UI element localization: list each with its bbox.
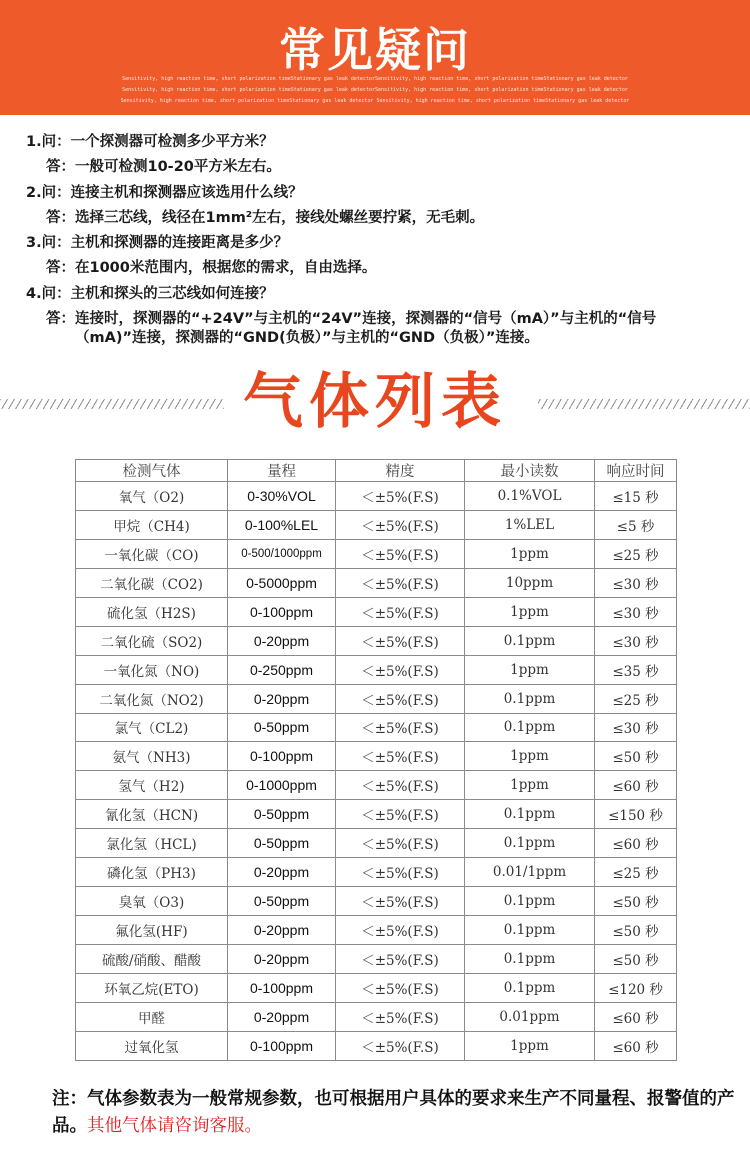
min-reading-cell: 0.01/1ppm (465, 858, 595, 887)
range-cell: 0-100ppm (228, 742, 336, 771)
table-header-row (76, 460, 677, 482)
faq-answer: 答：在1000米范围内，根据您的需求，自由选择。 (46, 260, 377, 277)
column-header: 量程 (228, 460, 336, 482)
accuracy-cell: ＜±5%(F.S) (336, 887, 465, 916)
gas-name-cell: 甲醛 (76, 1002, 228, 1031)
accuracy-cell: ＜±5%(F.S) (336, 626, 465, 655)
response-time-cell: ≤15 秒 (595, 482, 677, 511)
response-time-cell: ≤25 秒 (595, 684, 677, 713)
faq-section (26, 130, 736, 348)
table-row (76, 539, 677, 568)
banner-subtitle: Sensitivity, high reaction time, short polarization timeStationary gas leak detectorSensitivity, high reaction time, short polarization timeStationary gas leak detector (122, 76, 628, 82)
min-reading-cell: 0.1ppm (465, 800, 595, 829)
decorative-hatch-right (538, 399, 750, 409)
table-row (76, 510, 677, 539)
table-row (76, 1031, 677, 1060)
response-time-cell: ≤35 秒 (595, 655, 677, 684)
response-time-cell: ≤50 秒 (595, 887, 677, 916)
table-row (76, 684, 677, 713)
response-time-cell: ≤60 秒 (595, 829, 677, 858)
accuracy-cell: ＜±5%(F.S) (336, 597, 465, 626)
faq-answer: 答：一般可检测10-20平方米左右。 (46, 159, 281, 176)
range-cell: 0-100%LEL (228, 510, 336, 539)
gas-name-cell: 过氧化氢 (76, 1031, 228, 1060)
range-cell: 0-20ppm (228, 916, 336, 945)
min-reading-cell: 0.1%VOL (465, 482, 595, 511)
table-row (76, 858, 677, 887)
range-cell: 0-50ppm (228, 829, 336, 858)
range-cell: 0-30%VOL (228, 482, 336, 511)
faq-question: 3.问：主机和探测器的连接距离是多少？ (26, 235, 289, 252)
accuracy-cell: ＜±5%(F.S) (336, 973, 465, 1002)
table-row (76, 713, 677, 742)
accuracy-cell: ＜±5%(F.S) (336, 684, 465, 713)
faq-answer (26, 310, 736, 348)
table-row (76, 597, 677, 626)
gas-name-cell: 二氧化硫（SO2) (76, 626, 228, 655)
gas-name-cell: 硫酸/硝酸、醋酸 (76, 945, 228, 974)
min-reading-cell: 0.01ppm (465, 1002, 595, 1031)
table-body (76, 482, 677, 1061)
response-time-cell: ≤5 秒 (595, 510, 677, 539)
gas-name-cell: 氯气（CL2) (76, 713, 228, 742)
footnote-text: 注：气体参数表为一般常规参数，也可根据用户具体的要求来生产不同量程、报警值的产品。 (52, 1089, 735, 1136)
header-banner (0, 0, 750, 115)
table-row (76, 829, 677, 858)
accuracy-cell: ＜±5%(F.S) (336, 1031, 465, 1060)
min-reading-cell: 0.1ppm (465, 916, 595, 945)
response-time-cell: ≤25 秒 (595, 858, 677, 887)
range-cell: 0-50ppm (228, 887, 336, 916)
table-row (76, 742, 677, 771)
answer-body: 连接时，探测器的“+24V”与主机的“24V”连接，探测器的“信号（mA）”与主机的“信号（mA)”连接，探测器的“GND(负极）”与主机的“GND（负极）”连接。 (75, 311, 657, 347)
banner-subtitle: Sensitivity, high reaction time, short polarization timeStationary gas leak detector Sensitivity, high reaction time, short polarization timeStationary gas leak detector (120, 98, 630, 104)
gas-name-cell: 氨气（NH3) (76, 742, 228, 771)
accuracy-cell: ＜±5%(F.S) (336, 742, 465, 771)
table-row (76, 655, 677, 684)
min-reading-cell: 0.1ppm (465, 887, 595, 916)
accuracy-cell: ＜±5%(F.S) (336, 945, 465, 974)
gas-parameter-table (75, 459, 677, 1061)
min-reading-cell: 0.1ppm (465, 945, 595, 974)
gas-name-cell: 一氧化碳（CO) (76, 539, 228, 568)
accuracy-cell: ＜±5%(F.S) (336, 916, 465, 945)
min-reading-cell: 10ppm (465, 568, 595, 597)
range-cell: 0-50ppm (228, 713, 336, 742)
accuracy-cell: ＜±5%(F.S) (336, 1002, 465, 1031)
range-cell: 0-20ppm (228, 858, 336, 887)
column-header: 响应时间 (595, 460, 677, 482)
table-row (76, 568, 677, 597)
gas-name-cell: 二氧化碳（CO2) (76, 568, 228, 597)
min-reading-cell: 1ppm (465, 1031, 595, 1060)
range-cell: 0-20ppm (228, 1002, 336, 1031)
banner-title: 常见疑问 (279, 23, 471, 77)
gas-name-cell: 二氧化氮（NO2) (76, 684, 228, 713)
gas-name-cell: 臭氧（O3) (76, 887, 228, 916)
min-reading-cell: 1ppm (465, 539, 595, 568)
range-cell: 0-100ppm (228, 1031, 336, 1060)
range-cell: 0-20ppm (228, 945, 336, 974)
response-time-cell: ≤60 秒 (595, 1002, 677, 1031)
gas-name-cell: 磷化氢（PH3) (76, 858, 228, 887)
accuracy-cell: ＜±5%(F.S) (336, 568, 465, 597)
banner-subtitle: Sensitivity, high reaction time, short polarization timeStationary gas leak detectorSensitivity, high reaction time, short polarization timeStationary gas leak detector (122, 87, 628, 93)
table-row (76, 887, 677, 916)
accuracy-cell: ＜±5%(F.S) (336, 713, 465, 742)
accuracy-cell: ＜±5%(F.S) (336, 771, 465, 800)
range-cell: 0-20ppm (228, 626, 336, 655)
min-reading-cell: 1ppm (465, 771, 595, 800)
range-cell: 0-100ppm (228, 973, 336, 1002)
table-row (76, 973, 677, 1002)
range-cell: 0-50ppm (228, 800, 336, 829)
response-time-cell: ≤120 秒 (595, 973, 677, 1002)
min-reading-cell: 0.1ppm (465, 973, 595, 1002)
response-time-cell: ≤150 秒 (595, 800, 677, 829)
accuracy-cell: ＜±5%(F.S) (336, 539, 465, 568)
gas-name-cell: 氰化氢（HCN) (76, 800, 228, 829)
response-time-cell: ≤30 秒 (595, 713, 677, 742)
table-row (76, 482, 677, 511)
response-time-cell: ≤50 秒 (595, 945, 677, 974)
range-cell: 0-500/1000ppm (228, 539, 336, 568)
table-row (76, 800, 677, 829)
response-time-cell: ≤60 秒 (595, 771, 677, 800)
min-reading-cell: 0.1ppm (465, 626, 595, 655)
footnote (52, 1086, 742, 1140)
range-cell: 0-5000ppm (228, 568, 336, 597)
range-cell: 0-1000ppm (228, 771, 336, 800)
gas-name-cell: 氯化氢（HCL) (76, 829, 228, 858)
answer-tag: 答： (46, 311, 75, 328)
response-time-cell: ≤60 秒 (595, 1031, 677, 1060)
response-time-cell: ≤30 秒 (595, 568, 677, 597)
gas-name-cell: 氧气（O2) (76, 482, 228, 511)
faq-question: 4.问：主机和探头的三芯线如何连接？ (26, 285, 274, 302)
range-cell: 0-100ppm (228, 597, 336, 626)
min-reading-cell: 0.1ppm (465, 684, 595, 713)
accuracy-cell: ＜±5%(F.S) (336, 482, 465, 511)
accuracy-cell: ＜±5%(F.S) (336, 858, 465, 887)
range-cell: 0-250ppm (228, 655, 336, 684)
section-title: 气体列表 (243, 367, 507, 437)
gas-name-cell: 环氧乙烷(ETO) (76, 973, 228, 1002)
min-reading-cell: 1ppm (465, 597, 595, 626)
accuracy-cell: ＜±5%(F.S) (336, 510, 465, 539)
faq-answer: 答：选择三芯线，线径在1mm²左右，接线处螺丝要拧紧，无毛刺。 (46, 209, 485, 226)
response-time-cell: ≤25 秒 (595, 539, 677, 568)
faq-question: 2.问：连接主机和探测器应该选用什么线？ (26, 184, 303, 201)
response-time-cell: ≤30 秒 (595, 626, 677, 655)
range-cell: 0-20ppm (228, 684, 336, 713)
gas-name-cell: 氢气（H2) (76, 771, 228, 800)
min-reading-cell: 0.1ppm (465, 829, 595, 858)
accuracy-cell: ＜±5%(F.S) (336, 655, 465, 684)
min-reading-cell: 1ppm (465, 655, 595, 684)
column-header: 最小读数 (465, 460, 595, 482)
min-reading-cell: 1%LEL (465, 510, 595, 539)
accuracy-cell: ＜±5%(F.S) (336, 829, 465, 858)
table-row (76, 916, 677, 945)
table-row (76, 945, 677, 974)
min-reading-cell: 1ppm (465, 742, 595, 771)
gas-name-cell: 甲烷（CH4) (76, 510, 228, 539)
table-row (76, 1002, 677, 1031)
column-header: 检测气体 (76, 460, 228, 482)
response-time-cell: ≤30 秒 (595, 597, 677, 626)
column-header: 精度 (336, 460, 465, 482)
gas-name-cell: 氟化氢(HF) (76, 916, 228, 945)
min-reading-cell: 0.1ppm (465, 713, 595, 742)
footnote-highlight: 其他气体请咨询客服。 (87, 1116, 262, 1136)
gas-name-cell: 一氧化氮（NO) (76, 655, 228, 684)
faq-question: 1.问：一个探测器可检测多少平方米？ (26, 134, 274, 150)
response-time-cell: ≤50 秒 (595, 742, 677, 771)
table-row (76, 626, 677, 655)
table-row (76, 771, 677, 800)
accuracy-cell: ＜±5%(F.S) (336, 800, 465, 829)
response-time-cell: ≤50 秒 (595, 916, 677, 945)
gas-name-cell: 硫化氢（H2S) (76, 597, 228, 626)
